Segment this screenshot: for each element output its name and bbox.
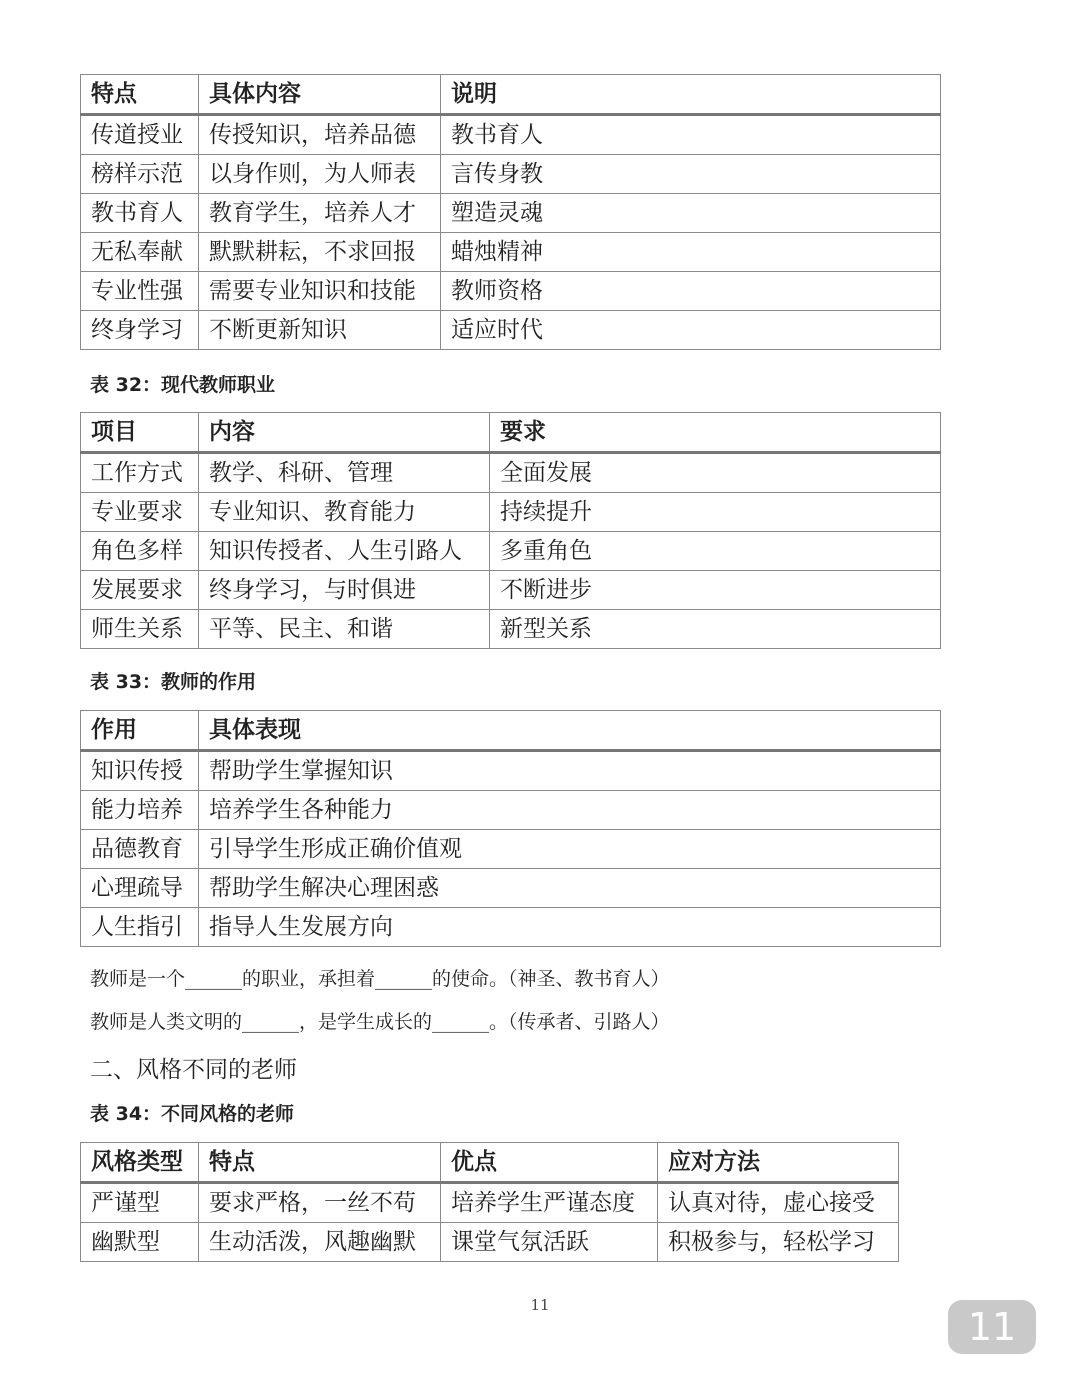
table-cell: 认真对待，虚心接受: [658, 1183, 899, 1223]
table-caption-34: 表 34：不同风格的老师: [90, 1103, 295, 1125]
table-cell: 指导人生发展方向: [199, 908, 941, 947]
header-cell: 应对方法: [658, 1143, 899, 1183]
table-cell: 传授知识，培养品德: [199, 115, 441, 155]
table-cell: 教育学生，培养人才: [199, 194, 441, 233]
table-row: [81, 453, 941, 493]
table-cell: 课堂气氛活跃: [441, 1223, 658, 1262]
table-cell: 专业性强: [81, 272, 199, 311]
header-cell: 具体表现: [199, 711, 941, 751]
table-cell: 严谨型: [81, 1183, 199, 1223]
table-cell: 默默耕耘，不求回报: [199, 233, 441, 272]
header-cell: 要求: [490, 413, 941, 453]
table-cell: 榜样示范: [81, 155, 199, 194]
header-cell: 内容: [199, 413, 490, 453]
table-cell: 知识传授者、人生引路人: [199, 532, 490, 571]
table-caption-33: 表 33：教师的作用: [90, 671, 257, 693]
table-row: [81, 115, 941, 155]
table-cell: 多重角色: [490, 532, 941, 571]
table-cell: 专业知识、教育能力: [199, 493, 490, 532]
table-cell: 教学、科研、管理: [199, 453, 490, 493]
table-cell: 发展要求: [81, 571, 199, 610]
table-cell: 培养学生各种能力: [199, 791, 941, 830]
table-cell: 教书育人: [81, 194, 199, 233]
table-row: [81, 233, 941, 272]
header-cell: 说明: [441, 75, 941, 115]
table-header-row: [81, 1143, 899, 1183]
table-cell: 心理疏导: [81, 869, 199, 908]
table-cell: 持续提升: [490, 493, 941, 532]
header-cell: 风格类型: [81, 1143, 199, 1183]
table-cell: 传道授业: [81, 115, 199, 155]
header-cell: 特点: [199, 1143, 441, 1183]
table-caption-32: 表 32：现代教师职业: [90, 374, 276, 396]
fill-in-question-1: 教师是一个______的职业，承担着______的使命。（神圣、教书育人）: [90, 968, 670, 990]
header-cell: 具体内容: [199, 75, 441, 115]
table-cell: 终身学习: [81, 311, 199, 350]
table-cell: 蜡烛精神: [441, 233, 941, 272]
table-cell: 新型关系: [490, 610, 941, 649]
table-row: [81, 1183, 899, 1223]
table-cell: 专业要求: [81, 493, 199, 532]
table-cell: 品德教育: [81, 830, 199, 869]
header-cell: 特点: [81, 75, 199, 115]
table-row: [81, 272, 941, 311]
table-header-row: [81, 711, 941, 751]
table-cell: 角色多样: [81, 532, 199, 571]
table-header-row: [81, 413, 941, 453]
table-row: [81, 869, 941, 908]
table-cell: 教书育人: [441, 115, 941, 155]
table-teacher-role: [80, 710, 941, 947]
table-cell: 适应时代: [441, 311, 941, 350]
table-cell: 不断进步: [490, 571, 941, 610]
table-cell: 全面发展: [490, 453, 941, 493]
table-cell: 积极参与，轻松学习: [658, 1223, 899, 1262]
table-cell: 平等、民主、和谐: [199, 610, 490, 649]
table-cell: 帮助学生解决心理困惑: [199, 869, 941, 908]
table-cell: 培养学生严谨态度: [441, 1183, 658, 1223]
table-cell: 教师资格: [441, 272, 941, 311]
table-cell: 帮助学生掌握知识: [199, 751, 941, 791]
table-cell: 要求严格，一丝不苟: [199, 1183, 441, 1223]
fill-in-question-2: 教师是人类文明的______，是学生成长的______。（传承者、引路人）: [90, 1011, 670, 1033]
table-cell: 言传身教: [441, 155, 941, 194]
table-cell: 需要专业知识和技能: [199, 272, 441, 311]
table-cell: 终身学习，与时俱进: [199, 571, 490, 610]
table-cell: 无私奉献: [81, 233, 199, 272]
table-cell: 引导学生形成正确价值观: [199, 830, 941, 869]
table-cell: 工作方式: [81, 453, 199, 493]
header-cell: 优点: [441, 1143, 658, 1183]
table-row: [81, 571, 941, 610]
table-cell: 幽默型: [81, 1223, 199, 1262]
table-cell: 以身作则，为人师表: [199, 155, 441, 194]
table-teacher-traits: [80, 74, 941, 350]
page-number: 11: [530, 1296, 550, 1314]
table-row: [81, 791, 941, 830]
table-row: [81, 194, 941, 233]
table-cell: 能力培养: [81, 791, 199, 830]
table-cell: 师生关系: [81, 610, 199, 649]
table-row: [81, 1223, 899, 1262]
table-row: [81, 908, 941, 947]
table-row: [81, 532, 941, 571]
section-heading: 二、风格不同的老师: [90, 1057, 297, 1083]
table-cell: 生动活泼，风趣幽默: [199, 1223, 441, 1262]
page-indicator-badge: 11: [948, 1300, 1036, 1354]
table-cell: 人生指引: [81, 908, 199, 947]
table-modern-teacher-profession: [80, 412, 941, 649]
table-row: [81, 493, 941, 532]
table-row: [81, 155, 941, 194]
table-row: [81, 830, 941, 869]
table-cell: 塑造灵魂: [441, 194, 941, 233]
table-row: [81, 751, 941, 791]
table-header-row: [81, 75, 941, 115]
table-cell: 不断更新知识: [199, 311, 441, 350]
table-row: [81, 311, 941, 350]
table-row: [81, 610, 941, 649]
table-teacher-styles: [80, 1142, 899, 1262]
table-cell: 知识传授: [81, 751, 199, 791]
header-cell: 项目: [81, 413, 199, 453]
header-cell: 作用: [81, 711, 199, 751]
